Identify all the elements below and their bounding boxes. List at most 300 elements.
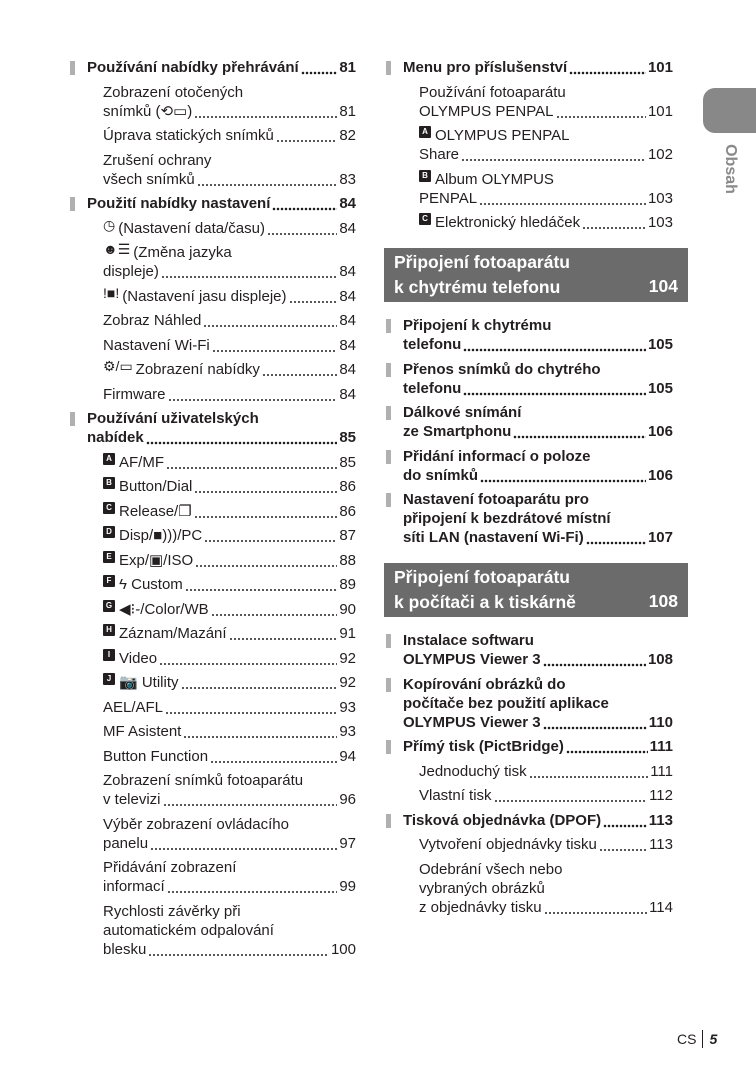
entry-page: 81: [339, 59, 356, 76]
entry-line: [403, 631, 673, 650]
dot-leader: [146, 428, 338, 447]
entry-line: [403, 650, 673, 669]
entry-line: [403, 335, 673, 354]
dot-leader: [543, 650, 646, 669]
entry-line: [403, 379, 673, 398]
entry-text: Záznam/Mazání: [119, 625, 227, 642]
entry-page: 105: [647, 379, 673, 397]
entry-page: 105: [647, 336, 673, 353]
toc-entry[interactable]: [70, 649, 356, 668]
dot-leader: [272, 194, 337, 213]
entry-text: nabídek: [87, 429, 144, 446]
entry-page: 91: [339, 625, 356, 642]
entry-line: [103, 336, 356, 355]
entry-page: 85: [339, 429, 356, 446]
entry-line: [103, 902, 356, 921]
entry-line: [103, 83, 356, 102]
dot-leader: [185, 575, 338, 594]
accessory-menu-c-icon: C: [419, 213, 431, 225]
custom-menu-b-icon: B: [103, 477, 115, 489]
dot-leader: [181, 673, 338, 692]
entry-page: 94: [339, 747, 356, 765]
entry-page: 85: [339, 453, 356, 471]
entry-line: [403, 713, 673, 732]
toc-section[interactable]: [386, 316, 673, 354]
toc-section[interactable]: [70, 409, 356, 447]
section-marker: [386, 363, 391, 377]
dot-leader: [582, 213, 646, 232]
entry-text: Používání nabídky přehrávání: [87, 59, 299, 76]
entry-text: všech snímků: [103, 170, 195, 188]
toc-section[interactable]: [386, 447, 673, 485]
entry-line: [103, 477, 356, 496]
entry-line: [103, 698, 356, 717]
entry-line: [419, 83, 673, 102]
entry-text: ◀⁝-/Color/WB: [119, 600, 209, 618]
custom-menu-d-icon: D: [103, 526, 115, 538]
entry-page: 103: [647, 214, 673, 231]
toc-entry[interactable]: [386, 762, 673, 781]
entry-text: síti LAN (nastavení Wi-Fi): [403, 529, 584, 546]
chapter-page: 108: [648, 591, 678, 611]
toc-entry[interactable]: [70, 600, 356, 619]
dot-leader: [212, 336, 338, 355]
entry-text: Share: [419, 146, 460, 163]
entry-text: Zrušení ochrany: [103, 151, 212, 169]
entry-text: Menu pro příslušenství: [403, 59, 568, 76]
entry-line: [403, 675, 673, 694]
entry-page: 88: [339, 551, 356, 569]
chapter-title-line: Připojení fotoaparátu: [394, 252, 570, 272]
entry-line: [103, 722, 356, 741]
entry-page: 103: [647, 189, 673, 207]
dot-leader: [267, 219, 337, 238]
entry-page: 84: [339, 361, 356, 378]
dot-leader: [211, 600, 338, 619]
monitor-brightness-icon: !■!: [103, 284, 120, 301]
custom-menu-a-icon: A: [103, 453, 115, 465]
entry-line: [103, 877, 356, 896]
clock-icon: ◷: [103, 216, 116, 233]
dot-leader: [197, 170, 338, 189]
dot-leader: [586, 528, 646, 547]
entry-page: 107: [647, 529, 673, 546]
entry-text: Button/Dial: [119, 478, 193, 495]
section-marker: [386, 740, 391, 754]
toc-right-column: [386, 58, 678, 922]
dot-leader: [463, 379, 646, 398]
entry-text: Album OLYMPUS: [435, 170, 554, 188]
custom-menu-e-icon: E: [103, 551, 115, 563]
entry-text: Používání fotoaparátu: [419, 83, 566, 101]
dot-leader: [210, 747, 337, 766]
entry-line: [87, 409, 356, 428]
custom-menu-f-icon: F: [103, 575, 115, 587]
dot-leader: [194, 502, 338, 521]
entry-line: [103, 126, 356, 145]
toc-entry[interactable]: [70, 858, 356, 896]
toc-entry[interactable]: [70, 526, 356, 545]
entry-text: Připojení k chytrému: [403, 317, 552, 334]
entry-text: ϟ Custom: [119, 576, 183, 593]
entry-page: 86: [339, 502, 356, 520]
toc-entry[interactable]: [70, 126, 356, 145]
toc-left-column: [70, 58, 356, 964]
entry-text: displeje): [103, 263, 159, 280]
entry-page: 97: [339, 834, 356, 852]
entry-text: AF/MF: [119, 453, 164, 471]
entry-page: 96: [339, 791, 356, 808]
dot-leader: [159, 649, 337, 668]
entry-text: Přidávání zobrazení: [103, 859, 237, 876]
entry-text: OLYMPUS PENPAL: [419, 102, 554, 120]
toc-entry[interactable]: [70, 360, 356, 379]
entry-text: automatickém odpalování: [103, 921, 274, 939]
entry-line: [103, 834, 356, 853]
entry-line: [103, 940, 356, 959]
custom-menu-c-icon: C: [103, 502, 115, 514]
toc-entry[interactable]: [70, 815, 356, 853]
entry-page: 100: [330, 940, 356, 958]
entry-text: Disp/■)))/PC: [119, 527, 203, 544]
entry-text: Zobrazení otočených: [103, 83, 244, 101]
entry-page: 84: [339, 195, 356, 212]
entry-page: 101: [647, 102, 673, 120]
entry-page: 92: [339, 649, 356, 667]
entry-text: Výběr zobrazení ovládacího: [103, 815, 289, 833]
entry-page: 108: [647, 651, 673, 668]
entry-line: [103, 453, 356, 472]
toc-entry[interactable]: [386, 170, 673, 208]
toc-entry[interactable]: [70, 902, 356, 959]
entry-line: [103, 526, 356, 545]
toc-entry[interactable]: [70, 477, 356, 496]
entry-text: Kopírování obrázků do: [403, 675, 566, 693]
entry-line: [103, 747, 356, 766]
dot-leader: [167, 877, 338, 896]
entry-line: [87, 58, 356, 77]
entry-line: [103, 311, 356, 330]
toc-entry[interactable]: [70, 284, 356, 306]
toc-entry[interactable]: [70, 453, 356, 472]
entry-line: [103, 771, 356, 790]
entry-page: 82: [339, 127, 356, 144]
entry-line: [103, 600, 356, 619]
dot-leader: [463, 335, 646, 354]
chapter-header[interactable]: [384, 248, 688, 302]
entry-text: Zobrazení nabídky: [135, 361, 260, 378]
entry-line: [419, 170, 673, 189]
dot-leader: [513, 422, 646, 441]
dot-leader: [479, 189, 646, 208]
entry-text: Rychlosti závěrky při: [103, 902, 241, 920]
toc-entry[interactable]: [70, 747, 356, 766]
entry-text: Firmware: [103, 385, 166, 403]
entry-text: v televizi: [103, 791, 161, 808]
entry-text: Přenos snímků do chytrého: [403, 360, 601, 378]
toc-entry[interactable]: [386, 83, 673, 121]
toc-entry[interactable]: [70, 624, 356, 643]
section-marker: [386, 319, 391, 333]
entry-line: [419, 145, 673, 164]
entry-line: [103, 102, 356, 121]
entry-text: OLYMPUS PENPAL: [435, 127, 570, 144]
entry-text: Vlastní tisk: [419, 787, 492, 804]
entry-page: 86: [339, 478, 356, 495]
entry-page: 84: [339, 312, 356, 329]
entry-text: Vytvoření objednávky tisku: [419, 836, 597, 853]
dot-leader: [166, 453, 337, 472]
accessory-menu-b-icon: B: [419, 170, 431, 182]
toc-section[interactable]: [386, 811, 673, 830]
entry-text: Úprava statických snímků: [103, 127, 274, 144]
toc-entry[interactable]: [70, 243, 356, 281]
entry-line: [87, 428, 356, 447]
chapter-header[interactable]: [384, 563, 688, 617]
language-code: CS: [677, 1031, 697, 1047]
section-tab-label: Obsah: [722, 144, 739, 194]
entry-line: [419, 762, 673, 781]
entry-line: [103, 284, 356, 306]
dot-leader: [529, 762, 649, 781]
dot-leader: [599, 835, 647, 854]
toc-section[interactable]: [386, 490, 673, 547]
dot-leader: [301, 58, 338, 77]
section-marker: [386, 634, 391, 648]
entry-line: [419, 786, 673, 805]
entry-text: Dálkové snímání: [403, 404, 522, 421]
entry-text: telefonu: [403, 379, 462, 397]
entry-line: [419, 898, 673, 917]
entry-line: [419, 102, 673, 121]
entry-line: [419, 835, 673, 854]
dot-leader: [229, 624, 338, 643]
toc-entry[interactable]: [386, 786, 673, 805]
entry-text: vybraných obrázků: [419, 879, 545, 897]
toc-entry[interactable]: [70, 151, 356, 189]
entry-text: 📷 Utility: [119, 674, 179, 691]
toc-entry[interactable]: [386, 860, 673, 917]
toc-section[interactable]: [386, 631, 673, 669]
dot-leader: [566, 737, 648, 756]
entry-text: (Nastavení data/času): [118, 219, 265, 237]
custom-menu-j-icon: J: [103, 673, 115, 685]
entry-line: [403, 694, 673, 713]
entry-page: 102: [647, 146, 673, 163]
entry-text: počítače bez použití aplikace: [403, 694, 609, 712]
dot-leader: [603, 811, 647, 830]
dot-leader: [569, 58, 646, 77]
entry-line: [403, 737, 673, 756]
entry-line: [403, 360, 673, 379]
entry-line: [103, 624, 356, 643]
entry-page: 89: [339, 576, 356, 593]
entry-line: [103, 360, 356, 379]
toc-entry[interactable]: [70, 83, 356, 121]
section-tab: [703, 88, 756, 133]
dot-leader: [161, 262, 337, 281]
custom-menu-h-icon: H: [103, 624, 115, 636]
accessory-menu-a-icon: A: [419, 126, 431, 138]
toc-entry[interactable]: [70, 771, 356, 809]
toc-section[interactable]: [70, 58, 356, 77]
dot-leader: [543, 713, 647, 732]
dot-leader: [556, 102, 646, 121]
entry-text: AEL/AFL: [103, 698, 164, 716]
entry-line: [103, 815, 356, 834]
entry-page: 84: [339, 336, 356, 354]
chapter-title-line: k počítači a k tiskárně: [394, 592, 576, 612]
entry-line: [419, 860, 673, 879]
toc-entry[interactable]: [70, 698, 356, 717]
entry-text: Používání uživatelských: [87, 410, 259, 427]
dot-leader: [168, 385, 338, 404]
custom-menu-i-icon: I: [103, 649, 115, 661]
entry-page: 112: [649, 787, 673, 804]
dot-leader: [544, 898, 648, 917]
toc-entry[interactable]: [386, 126, 673, 164]
section-marker: [70, 197, 75, 211]
dot-leader: [163, 790, 338, 809]
entry-page: 81: [339, 102, 356, 120]
entry-page: 92: [339, 674, 356, 691]
entry-line: [103, 921, 356, 940]
entry-line: [403, 58, 673, 77]
dot-leader: [262, 360, 337, 379]
entry-line: [403, 422, 673, 441]
dot-leader: [494, 786, 648, 805]
dot-leader: [289, 287, 338, 306]
entry-text: OLYMPUS Viewer 3: [403, 651, 541, 668]
entry-page: 84: [339, 263, 356, 280]
entry-text: Přidání informací o poloze: [403, 447, 591, 465]
entry-line: [103, 151, 356, 170]
dot-leader: [204, 526, 337, 545]
section-marker: [386, 450, 391, 464]
entry-line: [103, 216, 356, 238]
section-marker: [386, 678, 391, 692]
entry-line: [103, 551, 356, 570]
section-marker: [70, 412, 75, 426]
dot-leader: [150, 834, 337, 853]
entry-line: [103, 673, 356, 692]
toc-entry[interactable]: [386, 835, 673, 854]
entry-text: Nastavení Wi-Fi: [103, 336, 210, 354]
entry-page: 110: [648, 713, 673, 731]
section-marker: [386, 406, 391, 420]
entry-page: 106: [647, 466, 673, 484]
entry-line: [103, 243, 356, 262]
entry-line: [103, 385, 356, 404]
toc-entry[interactable]: [70, 551, 356, 570]
toc-entry[interactable]: [70, 336, 356, 355]
toc-entry[interactable]: [70, 311, 356, 330]
entry-line: [87, 194, 356, 213]
entry-text: OLYMPUS Viewer 3: [403, 713, 541, 731]
toc-entry[interactable]: [386, 213, 673, 232]
entry-line: [103, 575, 356, 594]
entry-text: informací: [103, 878, 165, 895]
custom-menu-display-icon: ⚙/▭: [103, 358, 133, 374]
entry-page: 101: [647, 59, 673, 76]
entry-text: (Nastavení jasu displeje): [122, 287, 287, 305]
language-icon: ☻☰: [103, 241, 131, 257]
entry-text: snímků (⟲▭): [103, 102, 193, 120]
dot-leader: [203, 311, 337, 330]
entry-text: Odebrání všech nebo: [419, 860, 563, 878]
entry-page: 106: [647, 423, 673, 440]
dot-leader: [183, 722, 337, 741]
entry-page: 93: [339, 723, 356, 740]
toc-section[interactable]: [386, 403, 673, 441]
section-marker: [386, 814, 391, 828]
entry-line: [103, 502, 356, 521]
toc-entry[interactable]: [70, 722, 356, 741]
entry-page: 114: [649, 898, 673, 916]
footer-divider: [702, 1030, 703, 1048]
entry-line: [403, 509, 673, 528]
dot-leader: [194, 102, 337, 121]
section-marker: [386, 493, 391, 507]
entry-line: [403, 490, 673, 509]
toc-section[interactable]: [386, 360, 673, 398]
entry-text: Tisková objednávka (DPOF): [403, 811, 602, 829]
dot-leader: [480, 466, 646, 485]
entry-text: ze Smartphonu: [403, 423, 512, 440]
entry-page: 113: [648, 811, 673, 829]
toc-entry[interactable]: [70, 673, 356, 692]
chapter-title-line: Připojení fotoaparátu: [394, 567, 570, 587]
entry-line: [419, 879, 673, 898]
toc-entry[interactable]: [70, 216, 356, 238]
toc-section[interactable]: [386, 58, 673, 77]
dot-leader: [165, 698, 337, 717]
section-marker: [386, 61, 391, 75]
dot-leader: [195, 551, 337, 570]
toc-section[interactable]: [386, 737, 673, 756]
entry-text: PENPAL: [419, 189, 478, 207]
entry-text: Elektronický hledáček: [435, 214, 581, 231]
entry-line: [403, 811, 673, 830]
toc-entry[interactable]: [70, 502, 356, 521]
entry-text: Release/❐: [119, 502, 192, 520]
entry-line: [419, 213, 673, 232]
chapter-title-line: k chytrému telefonu: [394, 277, 561, 297]
toc-entry[interactable]: [70, 575, 356, 594]
toc-section[interactable]: [386, 675, 673, 732]
entry-text: Nastavení fotoaparátu pro: [403, 491, 589, 508]
entry-page: 113: [649, 836, 673, 853]
entry-line: [103, 262, 356, 281]
entry-page: 111: [649, 738, 673, 755]
entry-text: Instalace softwaru: [403, 632, 534, 649]
entry-page: 84: [339, 219, 356, 237]
entry-line: [403, 403, 673, 422]
page-number: 5: [709, 1031, 718, 1047]
toc-entry[interactable]: [70, 385, 356, 404]
entry-text: blesku: [103, 940, 147, 958]
entry-page: 90: [339, 600, 356, 618]
entry-page: 83: [339, 170, 356, 188]
entry-line: [103, 858, 356, 877]
toc-section[interactable]: [70, 194, 356, 213]
entry-text: připojení k bezdrátové místní: [403, 510, 611, 527]
custom-menu-g-icon: G: [103, 600, 115, 612]
dot-leader: [194, 477, 337, 496]
entry-line: [403, 447, 673, 466]
entry-text: Přímý tisk (PictBridge): [403, 738, 564, 755]
entry-line: [403, 466, 673, 485]
